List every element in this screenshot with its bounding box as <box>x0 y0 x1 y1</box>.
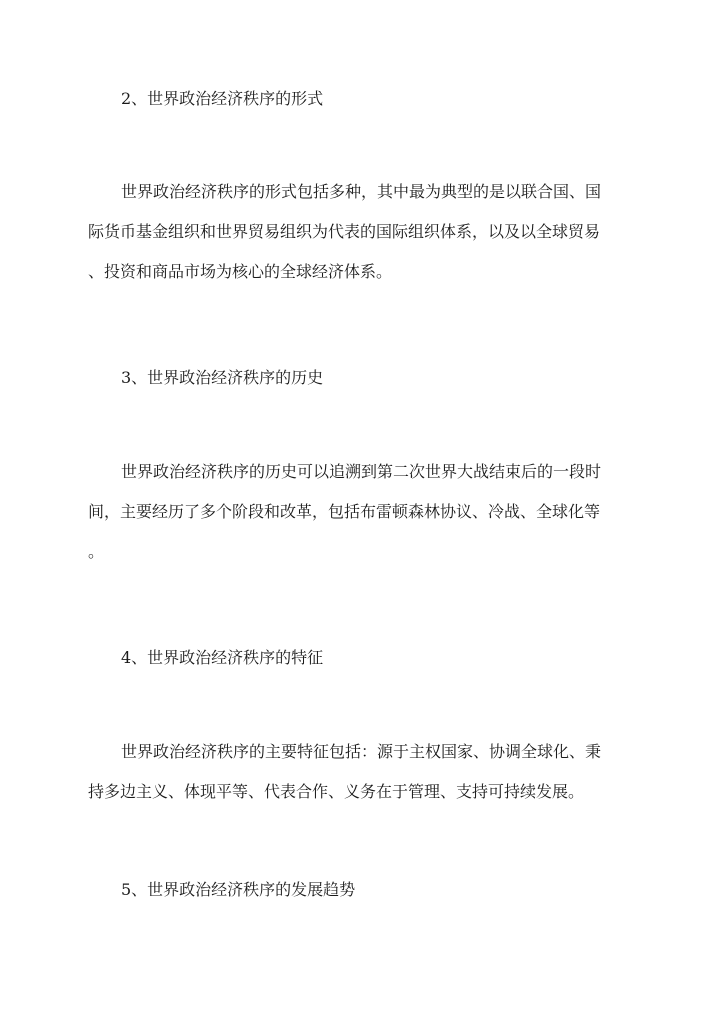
paragraph-line: 世界政治经济秩序的历史可以追溯到第二次世界大战结束后的一段时 <box>121 462 602 481</box>
section-heading-5: 5、世界政治经济秩序的发展趋势 <box>121 880 356 899</box>
paragraph-line: 世界政治经济秩序的主要特征包括：源于主权国家、协调全球化、秉 <box>121 742 602 761</box>
paragraph-line: 持多边主义、体现平等、代表合作、义务在于管理、支持可持续发展。 <box>88 782 585 801</box>
paragraph-line: 。 <box>88 542 105 561</box>
section-paragraph-2 <box>88 172 634 292</box>
section-paragraph-4 <box>88 732 634 812</box>
paragraph-line: 际货币基金组织和世界贸易组织为代表的国际组织体系，以及以全球贸易 <box>88 222 601 241</box>
paragraph-line: 间，主要经历了多个阶段和改革，包括布雷顿森林协议、冷战、全球化等 <box>88 502 601 521</box>
paragraph-line: 世界政治经济秩序的形式包括多种，其中最为典型的是以联合国、国 <box>121 182 602 201</box>
paragraph-line: 、投资和商品市场为核心的全球经济体系。 <box>88 262 393 281</box>
section-heading-3: 3、世界政治经济秩序的历史 <box>121 368 324 387</box>
section-heading-4: 4、世界政治经济秩序的特征 <box>121 648 324 667</box>
section-heading-2: 2、世界政治经济秩序的形式 <box>121 89 324 108</box>
section-paragraph-3 <box>88 452 634 572</box>
